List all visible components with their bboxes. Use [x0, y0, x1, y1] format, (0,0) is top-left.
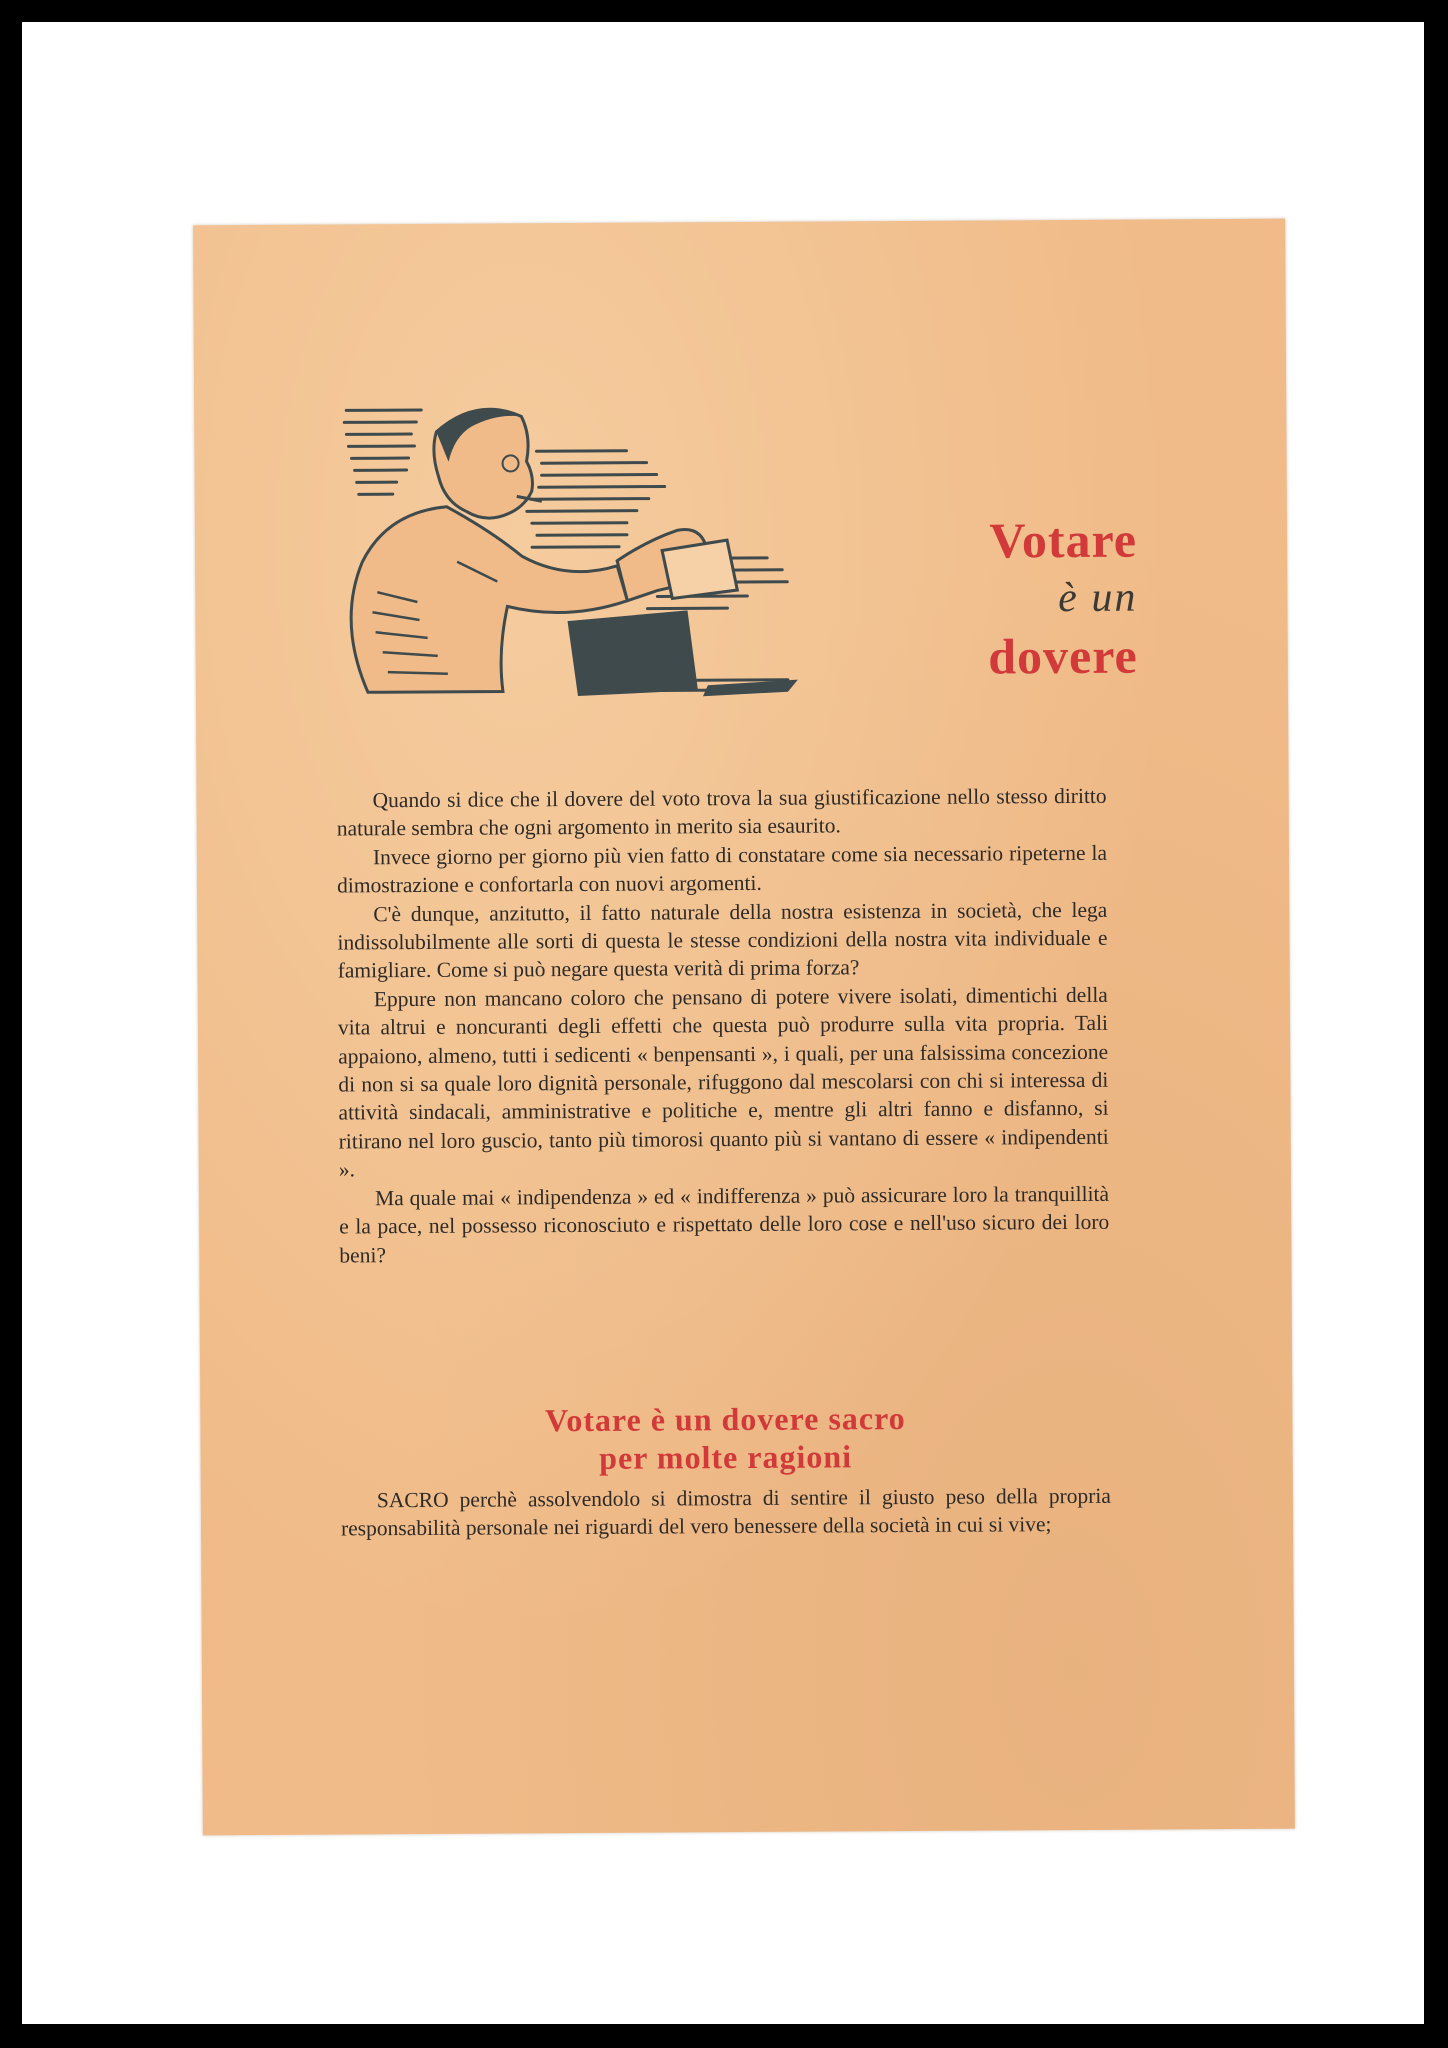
body-paragraph: Ma quale mai « indipendenza » ed « indifferenza » può assicurare loro la tranquillità e la pace, nel possesso riconosciuto e rispettato delle loro cose e nell'uso sicuro dei loro beni?: [339, 1181, 1110, 1267]
closing-text: [341, 1482, 1111, 1544]
body-text: [337, 782, 1110, 1270]
body-paragraph: Invece giorno per giorno più vien fatto di constatare come sia necessario ripeterne la dimostrazione e confortarla con nuovi argomenti.: [337, 840, 1108, 898]
page-frame: [22, 22, 1424, 2024]
title-block: [987, 510, 1138, 688]
man-casting-ballot-illustration: [326, 390, 798, 705]
subheading: [340, 1398, 1110, 1479]
title-dovere: dovere: [988, 627, 1138, 685]
subheading-line: per molte ragioni: [599, 1438, 853, 1476]
title-e-un: è un: [1058, 574, 1138, 622]
subheading-line: Votare è un dovere sacro: [545, 1400, 906, 1439]
leaflet-sheet: [193, 219, 1295, 1836]
body-paragraph: Quando si dice che il dovere del voto trova la sua giustificazione nello stesso diritto naturale sembra che ogni argomento in merito sia esaurito.: [336, 783, 1107, 841]
title-votare: Votare: [989, 511, 1138, 569]
closing-paragraph: SACRO perchè assolvendolo si dimostra di sentire il giusto peso della propria responsabilità personale nei riguardi del vero benessere della società in cui si vive;: [340, 1483, 1111, 1541]
body-paragraph: Eppure non mancano coloro che pensano di potere vivere isolati, dimentichi della vita altrui e noncuranti degli effetti che questa può produrre sulla vita propria. Tali appaiono, almeno, tutti i sedicenti « benpensanti », i quali, per una falsissima concezione di non si sa quale loro dignità personale, rifuggono dal mescolarsi con chi si interessa di attività sindacali, amministrative e politiche e, mentre gli altri fanno e disfanno, si ritirano nel loro guscio, tanto più timorosi quanto più si vantano di essere « indipendenti ».: [337, 982, 1109, 1182]
body-paragraph: C'è dunque, anzitutto, il fatto naturale della nostra esistenza in società, che lega indissolubilmente alle sorti di questa le stesse condizioni della nostra vita individuale e famigliare. Come si può negare questa verità di prima forza?: [337, 897, 1108, 983]
